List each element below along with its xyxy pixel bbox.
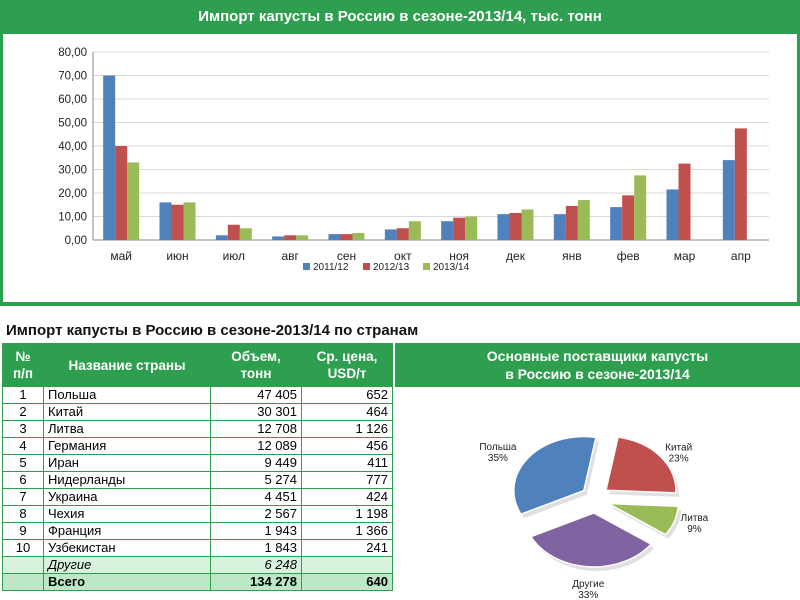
bar bbox=[453, 218, 465, 240]
cell-price: 424 bbox=[302, 489, 393, 506]
pie-pct-label: 33% bbox=[578, 589, 599, 600]
table-row bbox=[3, 387, 393, 404]
pie-label: Другие bbox=[572, 578, 605, 590]
cell-volume: 47 405 bbox=[211, 387, 302, 404]
bar bbox=[385, 229, 397, 240]
cell-country: Всего bbox=[44, 574, 211, 591]
bar bbox=[103, 76, 115, 241]
legend-swatch bbox=[423, 263, 430, 270]
pie-label: Литва bbox=[680, 513, 709, 525]
bar bbox=[409, 221, 421, 240]
header-country: Название страны bbox=[44, 344, 211, 387]
cell-volume: 9 449 bbox=[211, 455, 302, 472]
cell-volume: 12 708 bbox=[211, 421, 302, 438]
pie-label: Польша bbox=[479, 442, 517, 454]
cell-country: Украина bbox=[44, 489, 211, 506]
table-row bbox=[3, 455, 393, 472]
legend-swatch bbox=[363, 263, 370, 270]
import-table bbox=[2, 343, 393, 591]
bar bbox=[723, 160, 735, 240]
cell-country: Узбекистан bbox=[44, 540, 211, 557]
cell-num: 6 bbox=[3, 472, 44, 489]
y-tick-label: 40,00 bbox=[58, 141, 87, 153]
x-tick-label: май bbox=[110, 249, 132, 263]
y-tick-label: 70,00 bbox=[58, 70, 87, 83]
table-row bbox=[3, 421, 393, 438]
cell-num bbox=[3, 557, 44, 574]
y-tick-label: 10,00 bbox=[58, 211, 87, 224]
x-tick-label: мар bbox=[673, 249, 696, 263]
pie-pct-label: 35% bbox=[487, 453, 508, 465]
bar bbox=[353, 233, 365, 240]
cell-price: 640 bbox=[302, 574, 393, 591]
bar-chart-area bbox=[3, 34, 797, 302]
cell-num: 5 bbox=[3, 455, 44, 472]
bar bbox=[634, 175, 646, 240]
bar bbox=[341, 234, 353, 240]
table-row bbox=[3, 472, 393, 489]
bar bbox=[441, 221, 453, 240]
y-tick-label: 20,00 bbox=[58, 188, 87, 200]
cell-volume: 134 278 bbox=[211, 574, 302, 591]
legend-label: 2012/13 bbox=[373, 262, 410, 273]
table-section-title: Импорт капусты в Россию в сезоне-2013/14 по странам bbox=[6, 322, 419, 339]
bar bbox=[465, 217, 477, 241]
x-tick-label: сен bbox=[336, 249, 357, 263]
table-row-total bbox=[3, 574, 393, 591]
header-num: № п/п bbox=[3, 344, 44, 387]
cell-country: Чехия bbox=[44, 506, 211, 523]
bar bbox=[566, 206, 578, 240]
x-tick-label: янв bbox=[562, 249, 582, 263]
y-tick-label: 0,00 bbox=[64, 235, 87, 247]
cell-price: 241 bbox=[302, 540, 393, 557]
bar-chart-title: Импорт капусты в Россию в сезоне-2013/14, тыс. тонн bbox=[198, 8, 602, 25]
table-row bbox=[3, 506, 393, 523]
cell-price: 1 126 bbox=[302, 421, 393, 438]
cell-num: 9 bbox=[3, 523, 44, 540]
cell-price: 1 366 bbox=[302, 523, 393, 540]
table-row bbox=[3, 438, 393, 455]
pie-pct-label: 9% bbox=[687, 524, 702, 536]
cell-country: Франция bbox=[44, 523, 211, 540]
cell-volume: 12 089 bbox=[211, 438, 302, 455]
bar bbox=[522, 209, 534, 240]
cell-country: Литва bbox=[44, 421, 211, 438]
bar-chart bbox=[3, 34, 797, 302]
bar bbox=[735, 128, 747, 240]
cell-volume: 6 248 bbox=[211, 557, 302, 574]
bar bbox=[329, 234, 341, 240]
cell-num bbox=[3, 574, 44, 591]
cell-price: 411 bbox=[302, 455, 393, 472]
table-header-row bbox=[3, 344, 393, 387]
cell-num: 4 bbox=[3, 438, 44, 455]
cell-price: 464 bbox=[302, 404, 393, 421]
cell-num: 2 bbox=[3, 404, 44, 421]
table-row bbox=[3, 540, 393, 557]
cell-price: 456 bbox=[302, 438, 393, 455]
cell-num: 10 bbox=[3, 540, 44, 557]
cell-country: Германия bbox=[44, 438, 211, 455]
bar bbox=[184, 202, 196, 240]
legend-label: 2011/12 bbox=[313, 262, 349, 273]
bar bbox=[554, 214, 566, 240]
cell-country: Китай bbox=[44, 404, 211, 421]
bar bbox=[160, 202, 172, 240]
cell-price: 777 bbox=[302, 472, 393, 489]
cell-num: 3 bbox=[3, 421, 44, 438]
cell-country: Иран bbox=[44, 455, 211, 472]
cell-country: Другие bbox=[44, 557, 211, 574]
x-tick-label: июл bbox=[222, 249, 246, 263]
cell-num: 7 bbox=[3, 489, 44, 506]
y-tick-label: 30,00 bbox=[58, 164, 87, 177]
header-price: Ср. цена, USD/т bbox=[302, 344, 393, 387]
table-row-other bbox=[3, 557, 393, 574]
cell-num: 1 bbox=[3, 387, 44, 404]
bar bbox=[510, 213, 522, 240]
table-row bbox=[3, 404, 393, 421]
bar bbox=[172, 205, 184, 240]
x-tick-label: ноя bbox=[449, 249, 470, 263]
cell-price: 652 bbox=[302, 387, 393, 404]
y-tick-label: 80,00 bbox=[58, 47, 87, 59]
x-tick-label: апр bbox=[730, 249, 751, 263]
header-volume: Объем, тонн bbox=[211, 344, 302, 387]
x-tick-label: дек bbox=[506, 249, 525, 263]
x-tick-label: фев bbox=[616, 249, 640, 263]
x-tick-label: окт bbox=[394, 249, 412, 263]
pie-label: Китай bbox=[665, 442, 693, 454]
bar bbox=[240, 228, 252, 240]
cell-volume: 4 451 bbox=[211, 489, 302, 506]
bar bbox=[127, 162, 139, 240]
legend-label: 2013/14 bbox=[433, 262, 470, 273]
bar bbox=[216, 235, 228, 240]
cell-volume: 2 567 bbox=[211, 506, 302, 523]
pie-chart bbox=[395, 389, 800, 600]
bar bbox=[679, 164, 691, 240]
pie-pct-label: 23% bbox=[668, 453, 689, 465]
table-row bbox=[3, 523, 393, 540]
pie-chart-title: Основные поставщики капусты в Россию в сезоне-2013/14 bbox=[395, 343, 800, 387]
bar bbox=[498, 214, 510, 240]
y-tick-label: 50,00 bbox=[58, 117, 87, 130]
bar bbox=[397, 228, 409, 240]
y-tick-label: 60,00 bbox=[58, 94, 87, 106]
cell-volume: 1 843 bbox=[211, 540, 302, 557]
table-row bbox=[3, 489, 393, 506]
x-tick-label: июн bbox=[166, 249, 189, 263]
cell-volume: 30 301 bbox=[211, 404, 302, 421]
cell-volume: 5 274 bbox=[211, 472, 302, 489]
cell-country: Польша bbox=[44, 387, 211, 404]
cell-price bbox=[302, 557, 393, 574]
bar bbox=[578, 200, 590, 240]
bar bbox=[622, 195, 634, 240]
cell-country: Нидерланды bbox=[44, 472, 211, 489]
bar bbox=[610, 207, 622, 240]
cell-num: 8 bbox=[3, 506, 44, 523]
bar bbox=[115, 146, 127, 240]
cell-price: 1 198 bbox=[302, 506, 393, 523]
bar bbox=[296, 235, 308, 240]
bar bbox=[284, 235, 296, 240]
bar bbox=[272, 236, 284, 240]
legend-swatch bbox=[303, 263, 310, 270]
x-tick-label: авг bbox=[281, 249, 299, 263]
bar bbox=[228, 225, 240, 240]
cell-volume: 1 943 bbox=[211, 523, 302, 540]
bar bbox=[667, 189, 679, 240]
